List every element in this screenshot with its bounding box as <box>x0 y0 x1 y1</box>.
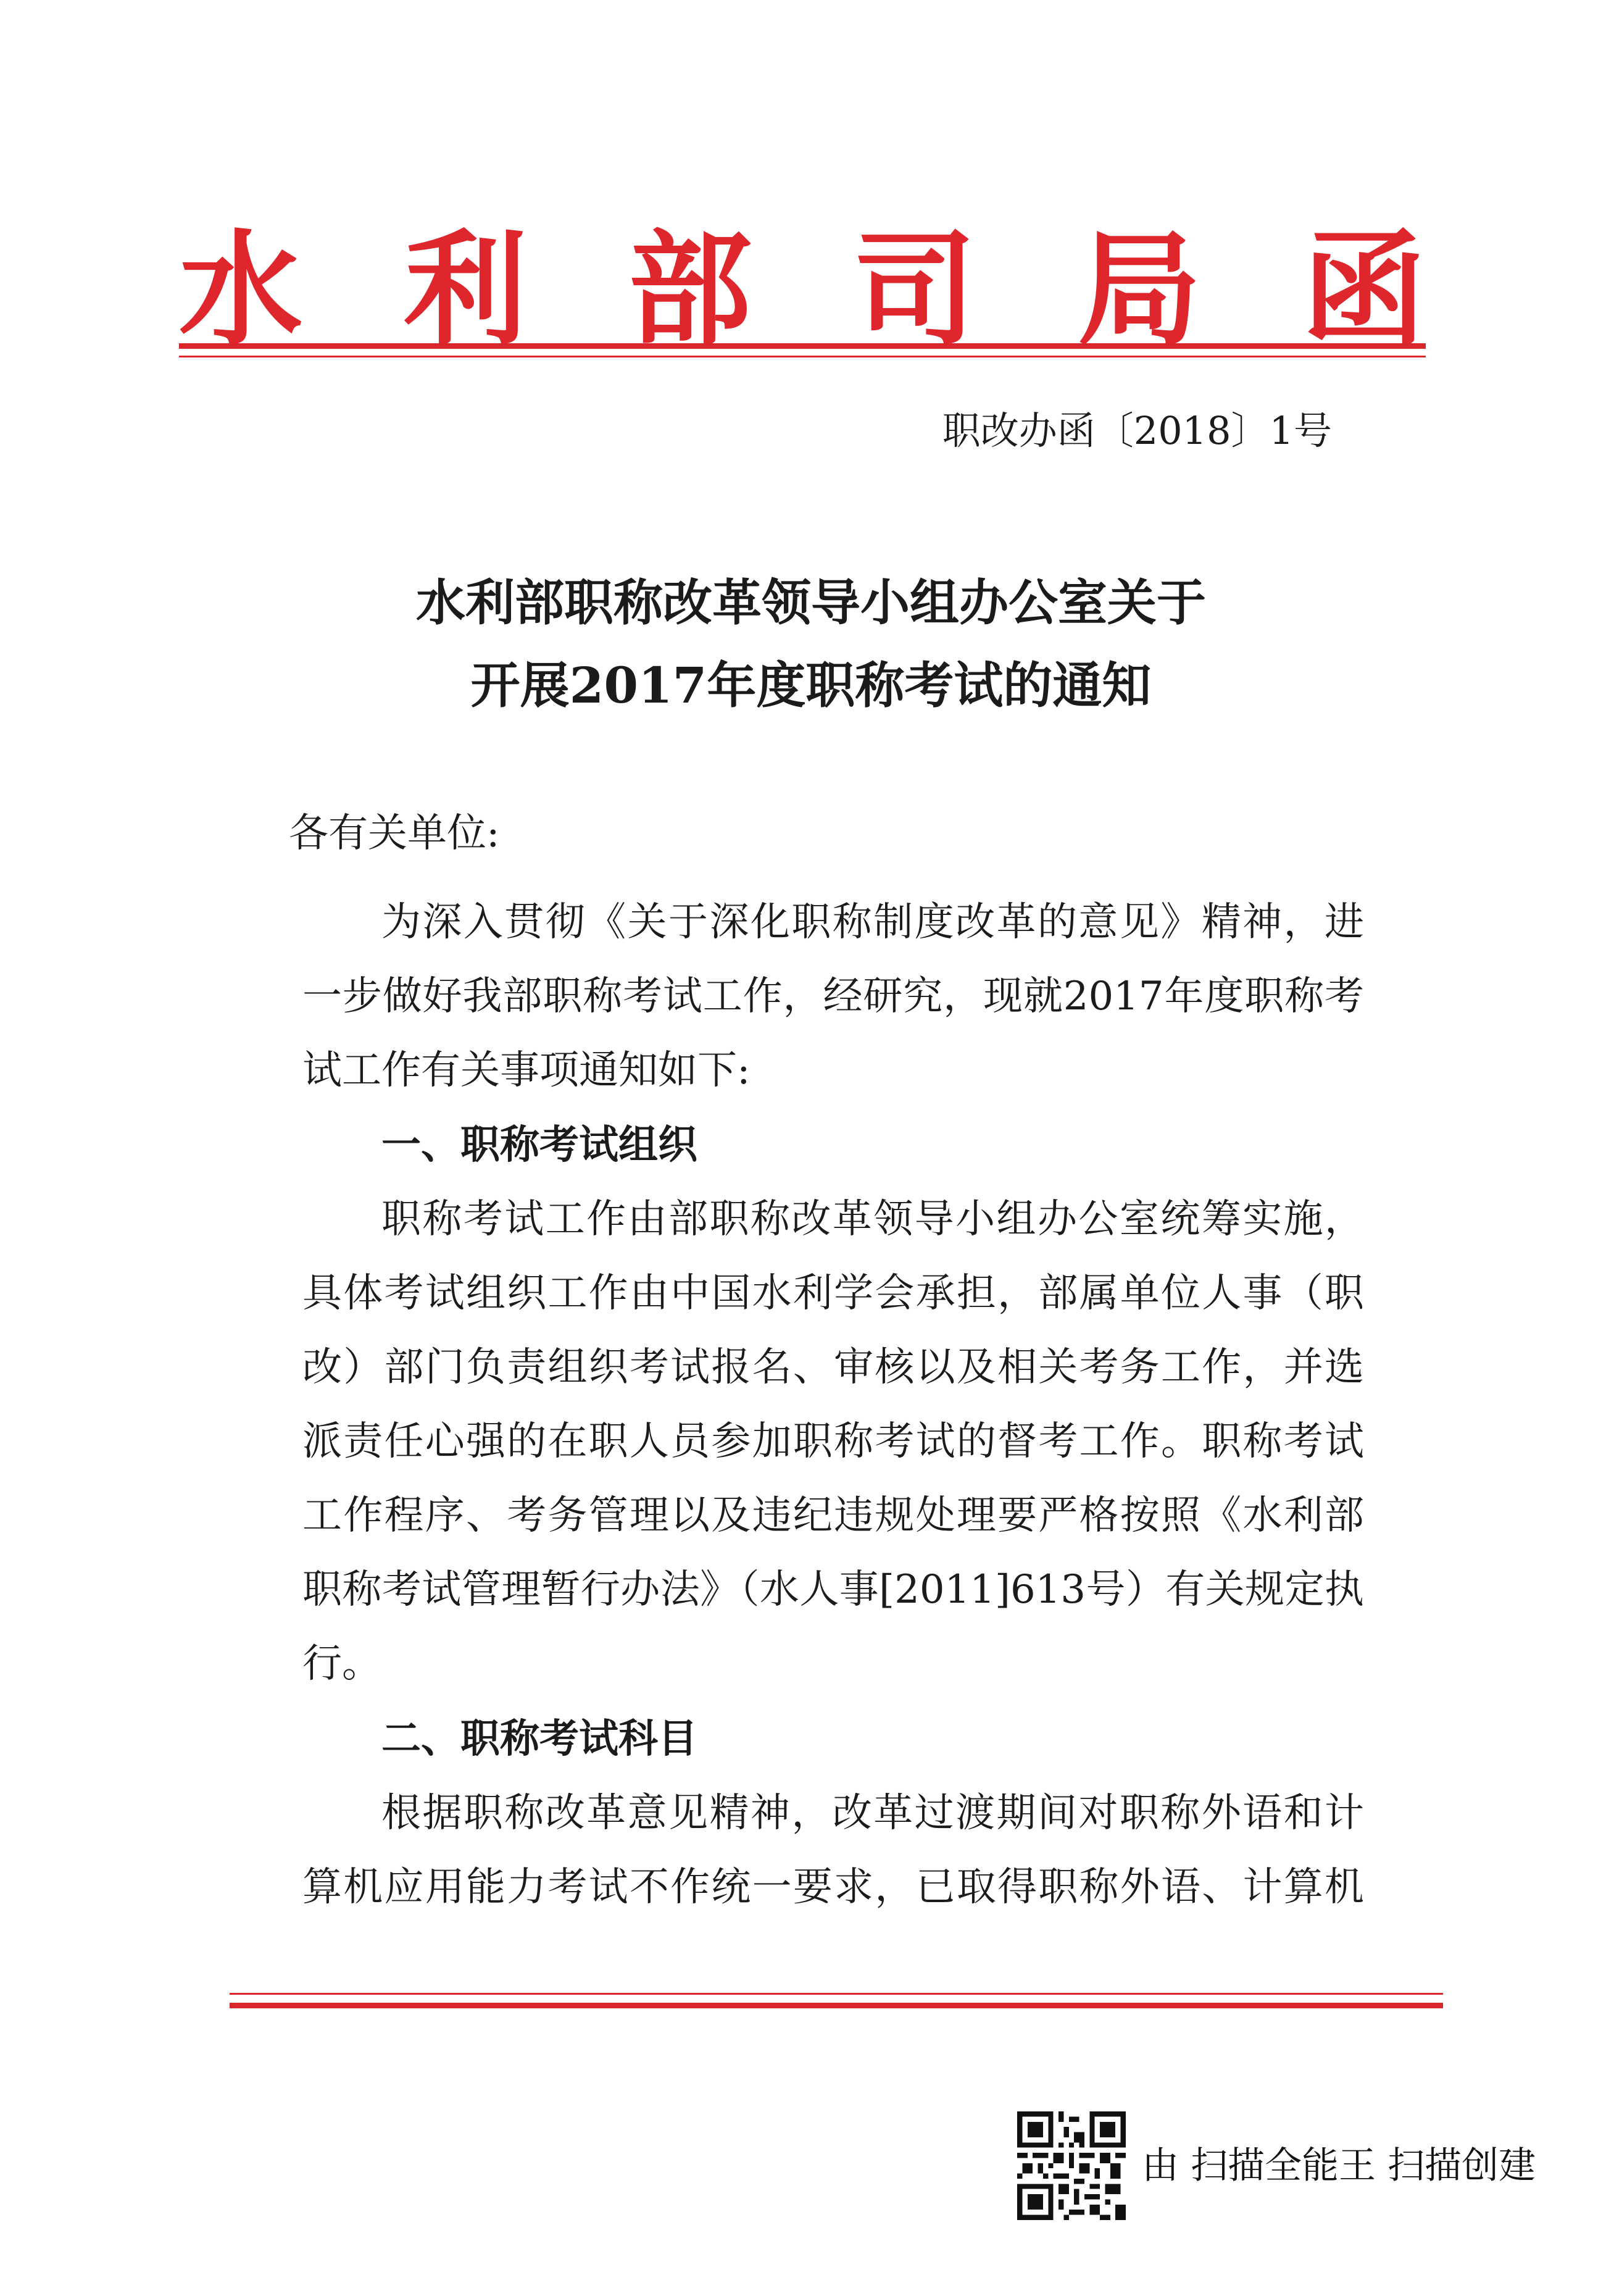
paragraph-line: 试工作有关事项通知如下: <box>302 1048 751 1093</box>
paragraph-line: 工作程序、考务管理以及违纪违规处理要严格按照《水利部 <box>302 1493 1364 1538</box>
section-heading: 二、职称考试科目 <box>381 1716 697 1762</box>
masthead <box>179 217 1426 362</box>
paragraph-line: 派责任心强的在职人员参加职称考试的督考工作。职称考试 <box>302 1419 1364 1464</box>
header-rule-thin <box>179 356 1426 357</box>
paragraph-line: 根据职称改革意见精神，改革过渡期间对职称外语和计 <box>381 1790 1364 1836</box>
header-rule-thick <box>179 343 1426 349</box>
scanner-note: 由 扫描全能王 扫描创建 <box>1142 2144 1536 2187</box>
footer-rule-thick <box>230 2003 1443 2008</box>
paragraph-line: 职称考试工作由部职称改革领导小组办公室统筹实施， <box>381 1196 1364 1242</box>
document-number: 职改办函〔2018〕1号 <box>942 408 1332 453</box>
paragraph-line: 行。 <box>302 1641 381 1687</box>
paragraph-line: 具体考试组织工作由中国水利学会承担，部属单位人事（职 <box>302 1271 1364 1316</box>
paragraph-line: 职称考试管理暂行办法》（水人事[2011]613号）有关规定执 <box>302 1567 1364 1613</box>
title-line-1: 水利部职称改革领导小组办公室关于 <box>416 574 1206 632</box>
paragraph-line: 改）部门负责组织考试报名、审核以及相关考务工作，并选 <box>302 1345 1364 1390</box>
footer-rule-thin <box>230 1993 1443 1995</box>
salutation: 各有关单位: <box>289 811 500 856</box>
title-line-2: 开展2017年度职称考试的通知 <box>470 656 1152 714</box>
masthead-char: 局 <box>1077 217 1201 362</box>
masthead-char: 函 <box>1302 217 1426 362</box>
section-heading: 一、职称考试组织 <box>381 1122 697 1168</box>
masthead-char: 利 <box>403 217 527 362</box>
masthead-char: 部 <box>628 217 752 362</box>
paragraph-line: 一步做好我部职称考试工作，经研究，现就2017年度职称考 <box>302 974 1364 1019</box>
paragraph-line: 为深入贯彻《关于深化职称制度改革的意见》精神，进 <box>381 900 1364 945</box>
masthead-char: 司 <box>852 217 976 362</box>
masthead-char: 水 <box>179 217 303 362</box>
qr-code-icon <box>1017 2111 1126 2220</box>
paragraph-line: 算机应用能力考试不作统一要求，已取得职称外语、计算机 <box>302 1864 1364 1910</box>
